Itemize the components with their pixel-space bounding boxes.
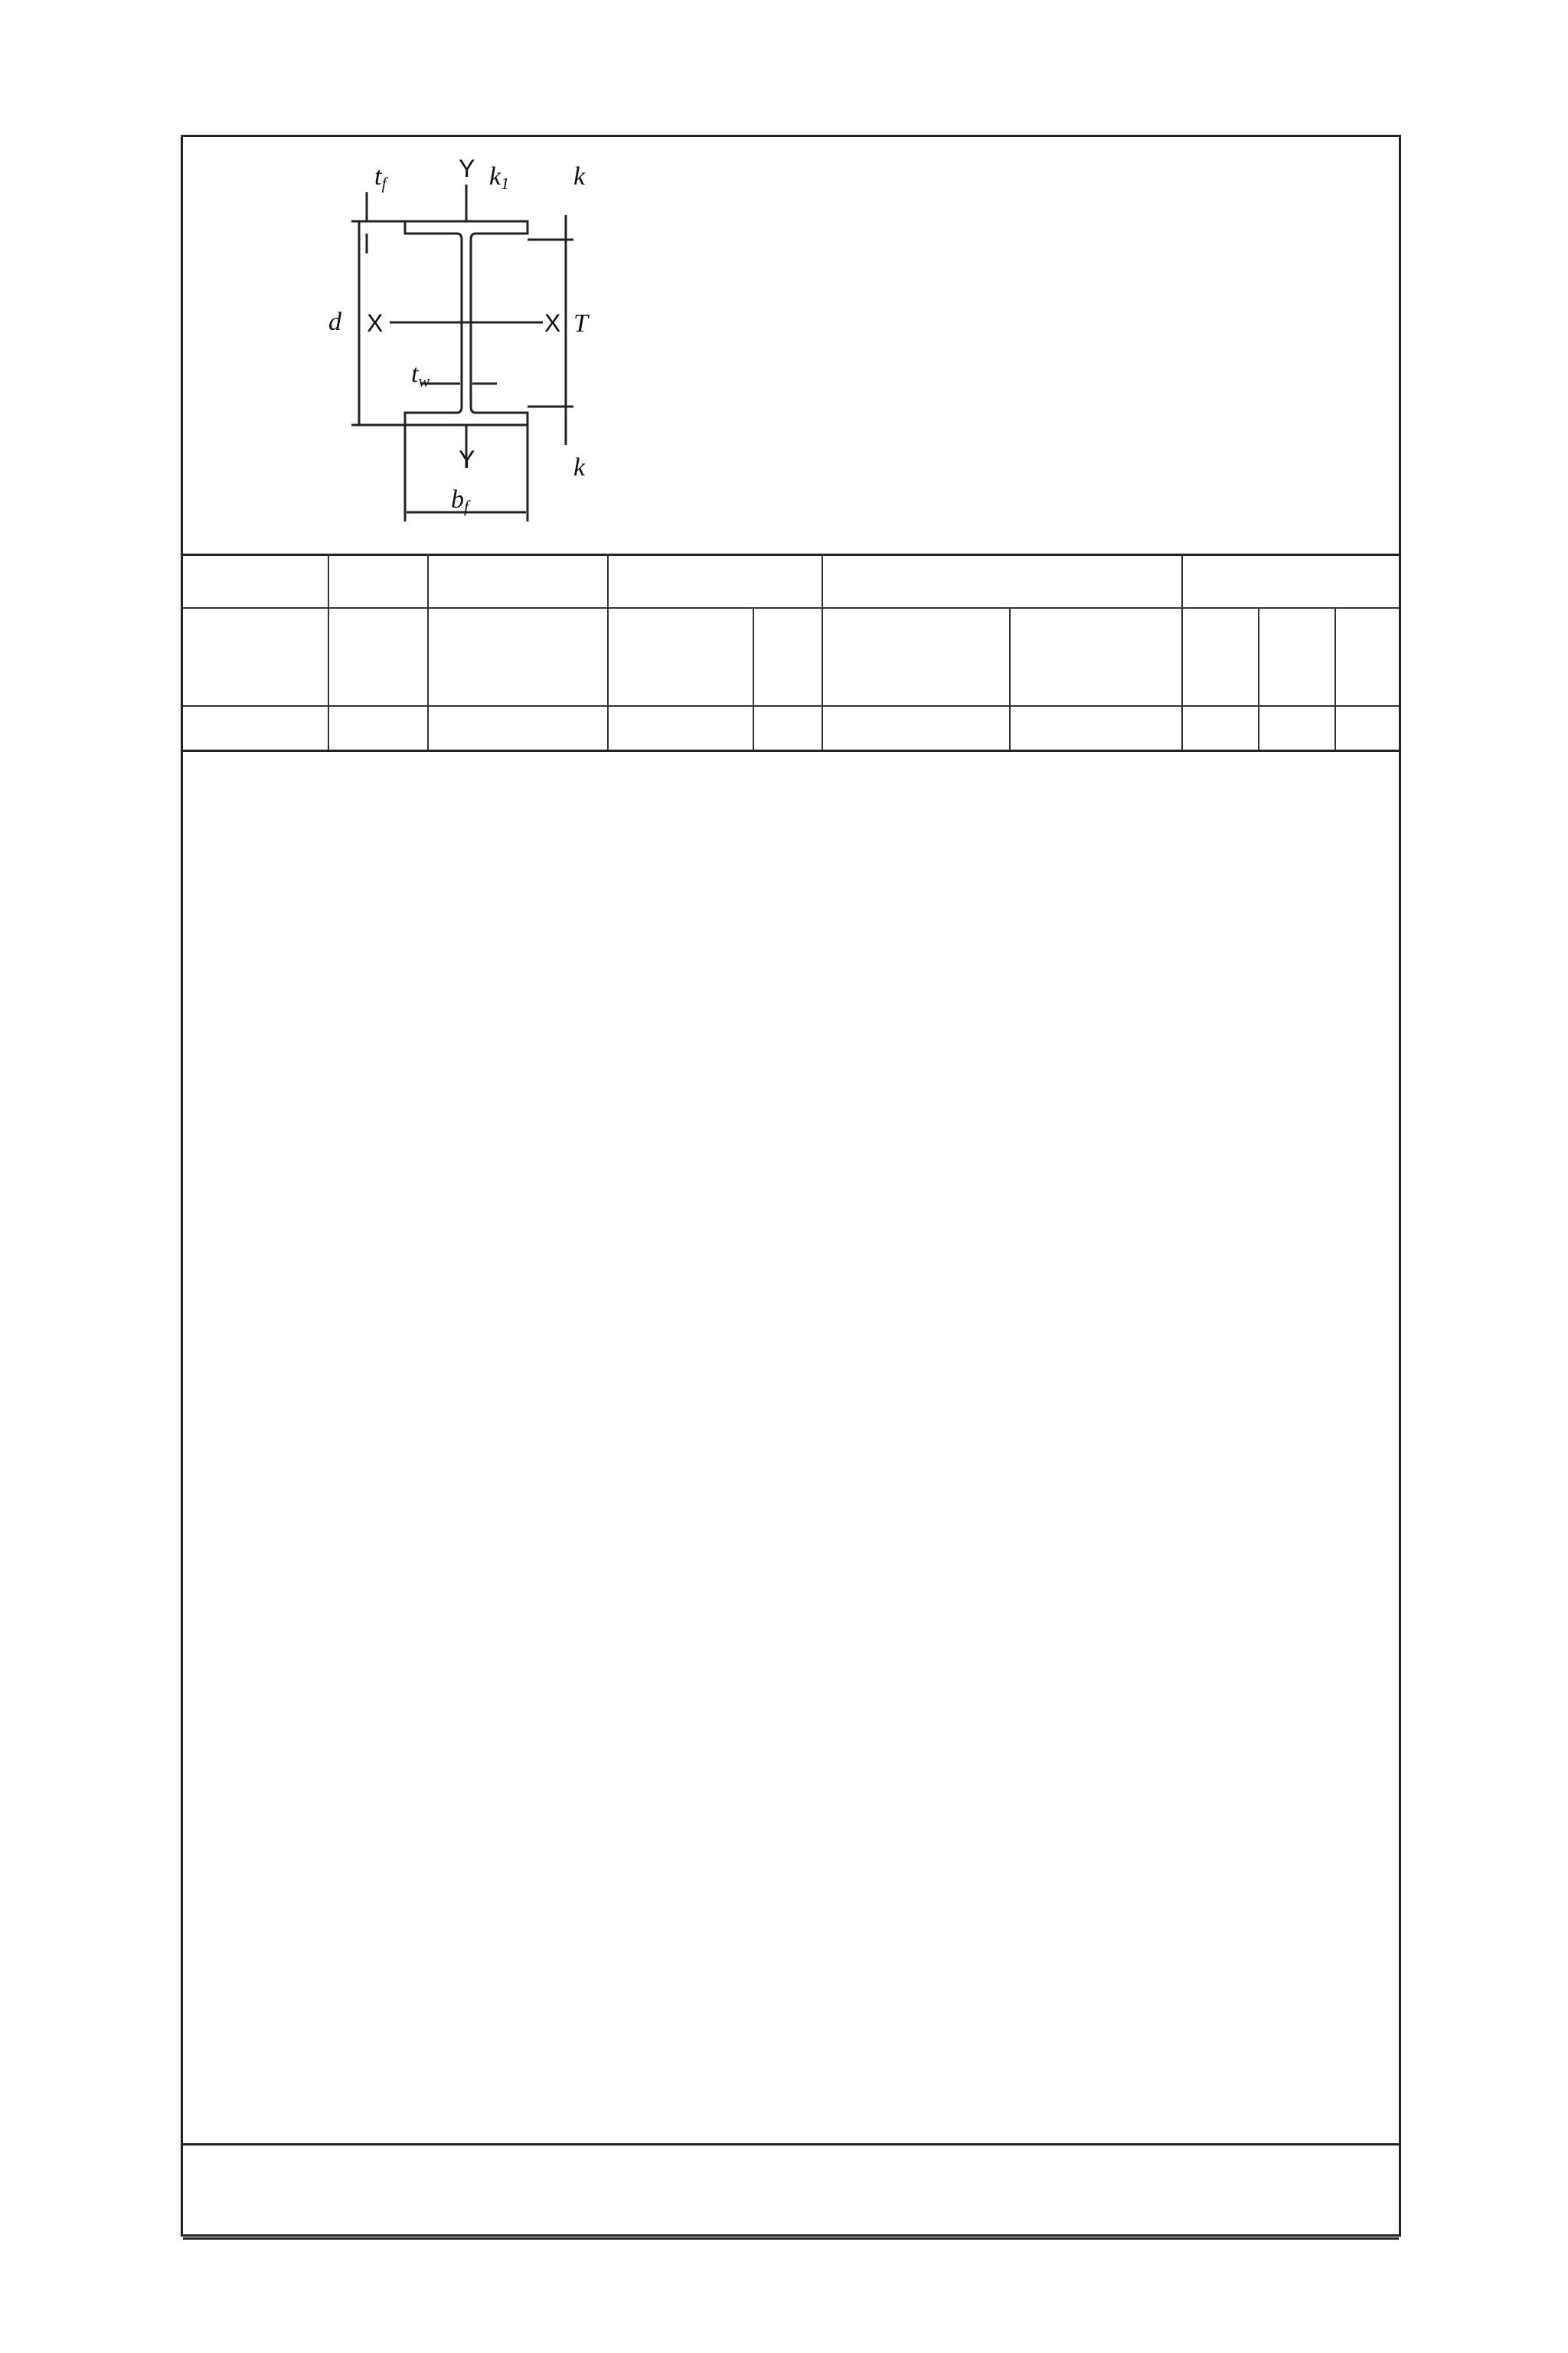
footnote-box: [183, 2143, 1399, 2240]
T-header: [1182, 608, 1259, 706]
shapes-table: [183, 554, 1399, 752]
unit-T: [1182, 706, 1259, 751]
k-bottom-label: k: [573, 453, 586, 482]
tf-label: tf: [374, 162, 387, 193]
x-left-label: X: [367, 309, 384, 337]
distance-header: [1182, 554, 1399, 608]
tw2-header: [753, 608, 822, 706]
y-top-label: Y: [459, 155, 475, 182]
unit-web-thickness: [608, 706, 753, 751]
group-header-row: [183, 554, 1399, 608]
flange-header: [822, 554, 1182, 608]
y-bottom-label: Y: [459, 446, 475, 473]
depth-header: [428, 608, 608, 706]
designation-header: [183, 608, 328, 706]
unit-depth: [428, 706, 608, 751]
column-header-row: [183, 608, 1399, 706]
web-thickness-header: [608, 608, 753, 706]
area-header: [328, 608, 428, 706]
table-frame: [181, 135, 1401, 2237]
unit-width: [822, 706, 1010, 751]
unit-k: [1259, 706, 1335, 751]
T-label: T: [573, 309, 588, 338]
k1-label: k1: [489, 162, 510, 193]
unit-tw2: [753, 706, 822, 751]
d-label: d: [328, 308, 341, 336]
web-header: [608, 554, 822, 608]
unit-row: [183, 706, 1399, 751]
k1-header: [1335, 608, 1399, 706]
unit-flange-thickness: [1010, 706, 1182, 751]
tw-label: tw: [411, 360, 430, 391]
header-box: [183, 137, 1399, 556]
k-top-label: k: [573, 162, 586, 191]
unit-k1: [1335, 706, 1399, 751]
x-right-label: X: [544, 309, 561, 337]
width-header: [822, 608, 1010, 706]
flange-thickness-header: [1010, 608, 1182, 706]
bf-label: bf: [451, 485, 469, 516]
k-header: [1259, 608, 1335, 706]
unit-area: [328, 706, 428, 751]
w-shape-diagram: [237, 139, 681, 552]
